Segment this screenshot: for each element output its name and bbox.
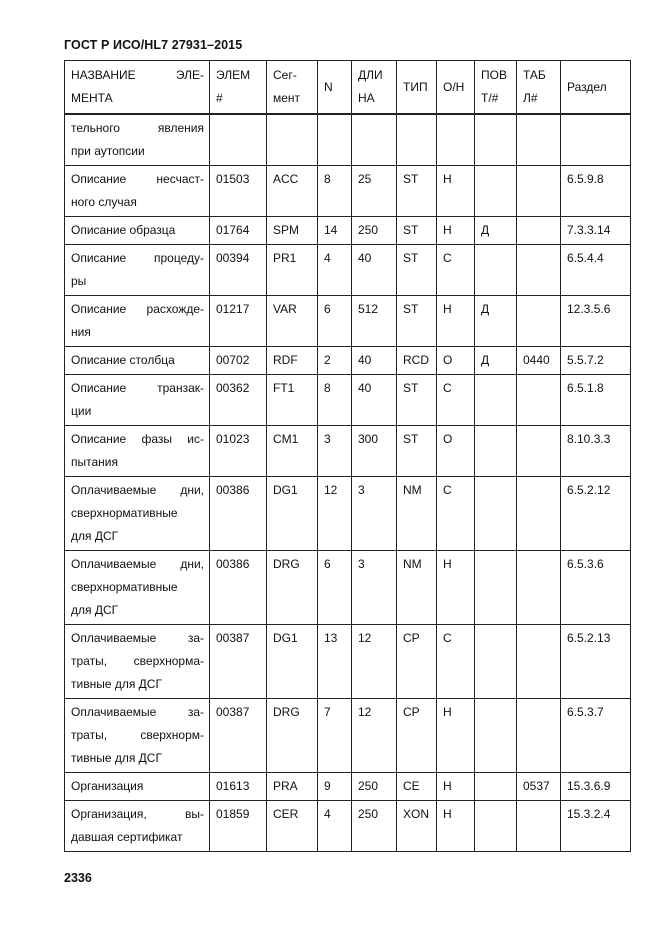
element-name-line: Описание транзак- xyxy=(71,381,204,395)
cell-tabl xyxy=(517,375,561,426)
cell-rep xyxy=(475,801,517,852)
cell-n: 4 xyxy=(318,801,352,852)
cell-type: CP xyxy=(397,699,437,773)
cell-type xyxy=(397,114,437,166)
cell-element-name xyxy=(65,773,210,801)
cell-n: 6 xyxy=(318,551,352,625)
cell-rep: Д xyxy=(475,296,517,347)
cell-tabl xyxy=(517,296,561,347)
cell-element-name xyxy=(65,114,210,166)
cell-tabl xyxy=(517,699,561,773)
cell-tabl xyxy=(517,245,561,296)
cell-n: 13 xyxy=(318,625,352,699)
cell-type: XON xyxy=(397,801,437,852)
cell-elem: 01764 xyxy=(210,217,267,245)
cell-rep xyxy=(475,699,517,773)
cell-length: 250 xyxy=(352,801,397,852)
cell-length: 250 xyxy=(352,773,397,801)
element-name-line: ния xyxy=(71,325,91,339)
element-name-line: тивные для ДСГ xyxy=(71,751,162,765)
cell-elem: 01613 xyxy=(210,773,267,801)
element-name-line: ного случая xyxy=(71,195,137,209)
cell-n xyxy=(318,114,352,166)
table-row xyxy=(65,477,631,551)
cell-section: 6.5.9.8 xyxy=(561,166,631,217)
cell-n: 7 xyxy=(318,699,352,773)
table-row xyxy=(65,114,631,166)
cell-type: RCD xyxy=(397,347,437,375)
cell-section: 6.5.2.12 xyxy=(561,477,631,551)
element-name-line: Описание расхожде- xyxy=(71,302,204,316)
cell-element-name xyxy=(65,426,210,477)
document-header: ГОСТ Р ИСО/HL7 27931–2015 xyxy=(64,38,243,52)
col-header-section: Раздел xyxy=(561,61,631,115)
element-name-line: траты, сверхнорма- xyxy=(71,654,204,668)
cell-length: 40 xyxy=(352,245,397,296)
cell-elem: 00386 xyxy=(210,477,267,551)
table-row xyxy=(65,245,631,296)
cell-oh: Н xyxy=(437,296,475,347)
table-row xyxy=(65,217,631,245)
cell-elem: 00394 xyxy=(210,245,267,296)
table-row xyxy=(65,801,631,852)
cell-elem: 01859 xyxy=(210,801,267,852)
cell-type: CE xyxy=(397,773,437,801)
cell-segment: ACC xyxy=(267,166,318,217)
cell-oh: О xyxy=(437,426,475,477)
col-header-name: НАЗВАНИЕ ЭЛЕ- МЕНТА xyxy=(65,61,210,115)
cell-element-name xyxy=(65,801,210,852)
col-header-elem: ЭЛЕМ # xyxy=(210,61,267,115)
cell-tabl xyxy=(517,166,561,217)
cell-elem: 00702 xyxy=(210,347,267,375)
cell-type: CP xyxy=(397,625,437,699)
table-row xyxy=(65,426,631,477)
cell-n: 4 xyxy=(318,245,352,296)
element-name-line: Оплачиваемые за- xyxy=(71,631,204,645)
table-header-row xyxy=(65,61,631,115)
cell-type: ST xyxy=(397,296,437,347)
cell-oh: С xyxy=(437,625,475,699)
cell-segment: FT1 xyxy=(267,375,318,426)
cell-rep xyxy=(475,245,517,296)
cell-rep xyxy=(475,551,517,625)
page-number: 2336 xyxy=(64,871,92,885)
cell-tabl: 0440 xyxy=(517,347,561,375)
cell-oh: Н xyxy=(437,699,475,773)
element-name-line: ции xyxy=(71,404,92,418)
col-header-n: N xyxy=(318,61,352,115)
cell-elem xyxy=(210,114,267,166)
cell-tabl xyxy=(517,551,561,625)
cell-section: 5.5.7.2 xyxy=(561,347,631,375)
table-body xyxy=(65,114,631,852)
element-name-line: ры xyxy=(71,274,87,288)
col-header-rep: ПОВ Т/# xyxy=(475,61,517,115)
cell-elem: 01217 xyxy=(210,296,267,347)
cell-length: 512 xyxy=(352,296,397,347)
cell-length: 250 xyxy=(352,217,397,245)
cell-oh: О xyxy=(437,347,475,375)
cell-rep xyxy=(475,625,517,699)
element-name-line: Организация xyxy=(71,779,144,793)
element-name-line: при аутопсии xyxy=(71,144,145,158)
element-name-line: Описание образца xyxy=(71,223,176,237)
element-name-line: тельного явления xyxy=(71,121,204,135)
cell-section: 6.5.4.4 xyxy=(561,245,631,296)
cell-rep xyxy=(475,426,517,477)
cell-length: 40 xyxy=(352,347,397,375)
cell-rep xyxy=(475,375,517,426)
cell-tabl xyxy=(517,801,561,852)
cell-tabl xyxy=(517,625,561,699)
element-name-line: Оплачиваемые дни, xyxy=(71,557,204,571)
element-name-line: для ДСГ xyxy=(71,529,119,543)
cell-length: 300 xyxy=(352,426,397,477)
elements-table xyxy=(64,60,631,852)
cell-rep xyxy=(475,773,517,801)
element-name-line: Организация, вы- xyxy=(71,807,204,821)
cell-oh: С xyxy=(437,477,475,551)
cell-length: 3 xyxy=(352,551,397,625)
cell-element-name xyxy=(65,625,210,699)
element-name-line: траты, сверхнорм- xyxy=(71,728,204,742)
element-name-line: сверхнормативные xyxy=(71,506,178,520)
cell-oh: Н xyxy=(437,551,475,625)
element-name-line: Описание несчаст- xyxy=(71,172,204,186)
table-row xyxy=(65,551,631,625)
cell-element-name xyxy=(65,245,210,296)
cell-segment: VAR xyxy=(267,296,318,347)
cell-n: 12 xyxy=(318,477,352,551)
col-header-length: ДЛИ НА xyxy=(352,61,397,115)
cell-n: 2 xyxy=(318,347,352,375)
cell-type: ST xyxy=(397,166,437,217)
cell-section: 6.5.2.13 xyxy=(561,625,631,699)
col-header-oh: О/Н xyxy=(437,61,475,115)
cell-oh: С xyxy=(437,245,475,296)
cell-oh xyxy=(437,114,475,166)
table-row xyxy=(65,347,631,375)
cell-element-name xyxy=(65,166,210,217)
cell-rep xyxy=(475,114,517,166)
cell-type: ST xyxy=(397,217,437,245)
col-header-type: ТИП xyxy=(397,61,437,115)
cell-length: 40 xyxy=(352,375,397,426)
cell-element-name xyxy=(65,296,210,347)
cell-segment: DRG xyxy=(267,551,318,625)
table-row xyxy=(65,773,631,801)
table-row xyxy=(65,166,631,217)
cell-segment: SPM xyxy=(267,217,318,245)
cell-tabl: 0537 xyxy=(517,773,561,801)
col-header-tabl: ТАБ Л# xyxy=(517,61,561,115)
element-name-line: сверхнормативные xyxy=(71,580,178,594)
cell-segment: RDF xyxy=(267,347,318,375)
cell-length: 3 xyxy=(352,477,397,551)
cell-section: 15.3.6.9 xyxy=(561,773,631,801)
cell-element-name xyxy=(65,217,210,245)
cell-length: 12 xyxy=(352,699,397,773)
cell-type: NM xyxy=(397,551,437,625)
cell-elem: 00362 xyxy=(210,375,267,426)
cell-element-name xyxy=(65,477,210,551)
cell-n: 6 xyxy=(318,296,352,347)
cell-segment: CM1 xyxy=(267,426,318,477)
cell-tabl xyxy=(517,426,561,477)
cell-elem: 00386 xyxy=(210,551,267,625)
element-name-line: для ДСГ xyxy=(71,603,119,617)
cell-section: 6.5.3.7 xyxy=(561,699,631,773)
cell-section xyxy=(561,114,631,166)
cell-segment xyxy=(267,114,318,166)
cell-section: 6.5.3.6 xyxy=(561,551,631,625)
cell-elem: 00387 xyxy=(210,625,267,699)
cell-tabl xyxy=(517,477,561,551)
element-name-line: тивные для ДСГ xyxy=(71,677,162,691)
cell-rep: Д xyxy=(475,347,517,375)
cell-element-name xyxy=(65,699,210,773)
cell-n: 14 xyxy=(318,217,352,245)
cell-section: 12.3.5.6 xyxy=(561,296,631,347)
element-name-line: давшая сертификат xyxy=(71,830,183,844)
cell-length: 25 xyxy=(352,166,397,217)
cell-segment: PR1 xyxy=(267,245,318,296)
cell-oh: Н xyxy=(437,166,475,217)
cell-length: 12 xyxy=(352,625,397,699)
cell-n: 3 xyxy=(318,426,352,477)
cell-oh: С xyxy=(437,375,475,426)
cell-n: 8 xyxy=(318,166,352,217)
cell-segment: DG1 xyxy=(267,477,318,551)
cell-elem: 00387 xyxy=(210,699,267,773)
cell-segment: CER xyxy=(267,801,318,852)
table-row xyxy=(65,625,631,699)
cell-tabl xyxy=(517,114,561,166)
element-name-line: пытания xyxy=(71,455,118,469)
cell-n: 8 xyxy=(318,375,352,426)
cell-type: NM xyxy=(397,477,437,551)
element-name-line: Описание процеду- xyxy=(71,251,204,265)
table-row xyxy=(65,699,631,773)
cell-type: ST xyxy=(397,245,437,296)
cell-length xyxy=(352,114,397,166)
cell-segment: DG1 xyxy=(267,625,318,699)
cell-rep: Д xyxy=(475,217,517,245)
element-name-line: Описание фазы ис- xyxy=(71,432,204,446)
cell-elem: 01503 xyxy=(210,166,267,217)
element-name-line: Оплачиваемые дни, xyxy=(71,483,204,497)
cell-type: ST xyxy=(397,426,437,477)
element-name-line: Оплачиваемые за- xyxy=(71,705,204,719)
cell-section: 8.10.3.3 xyxy=(561,426,631,477)
cell-rep xyxy=(475,477,517,551)
cell-oh: Н xyxy=(437,773,475,801)
cell-elem: 01023 xyxy=(210,426,267,477)
element-name-line: Описание столбца xyxy=(71,353,175,367)
cell-section: 15.3.2.4 xyxy=(561,801,631,852)
cell-element-name xyxy=(65,375,210,426)
table-row xyxy=(65,375,631,426)
table-row xyxy=(65,296,631,347)
cell-oh: Н xyxy=(437,217,475,245)
cell-section: 7.3.3.14 xyxy=(561,217,631,245)
cell-element-name xyxy=(65,347,210,375)
col-header-segment: Сег- мент xyxy=(267,61,318,115)
cell-rep xyxy=(475,166,517,217)
cell-segment: DRG xyxy=(267,699,318,773)
cell-segment: PRA xyxy=(267,773,318,801)
cell-n: 9 xyxy=(318,773,352,801)
cell-section: 6.5.1.8 xyxy=(561,375,631,426)
cell-type: ST xyxy=(397,375,437,426)
cell-oh: Н xyxy=(437,801,475,852)
cell-element-name xyxy=(65,551,210,625)
cell-tabl xyxy=(517,217,561,245)
